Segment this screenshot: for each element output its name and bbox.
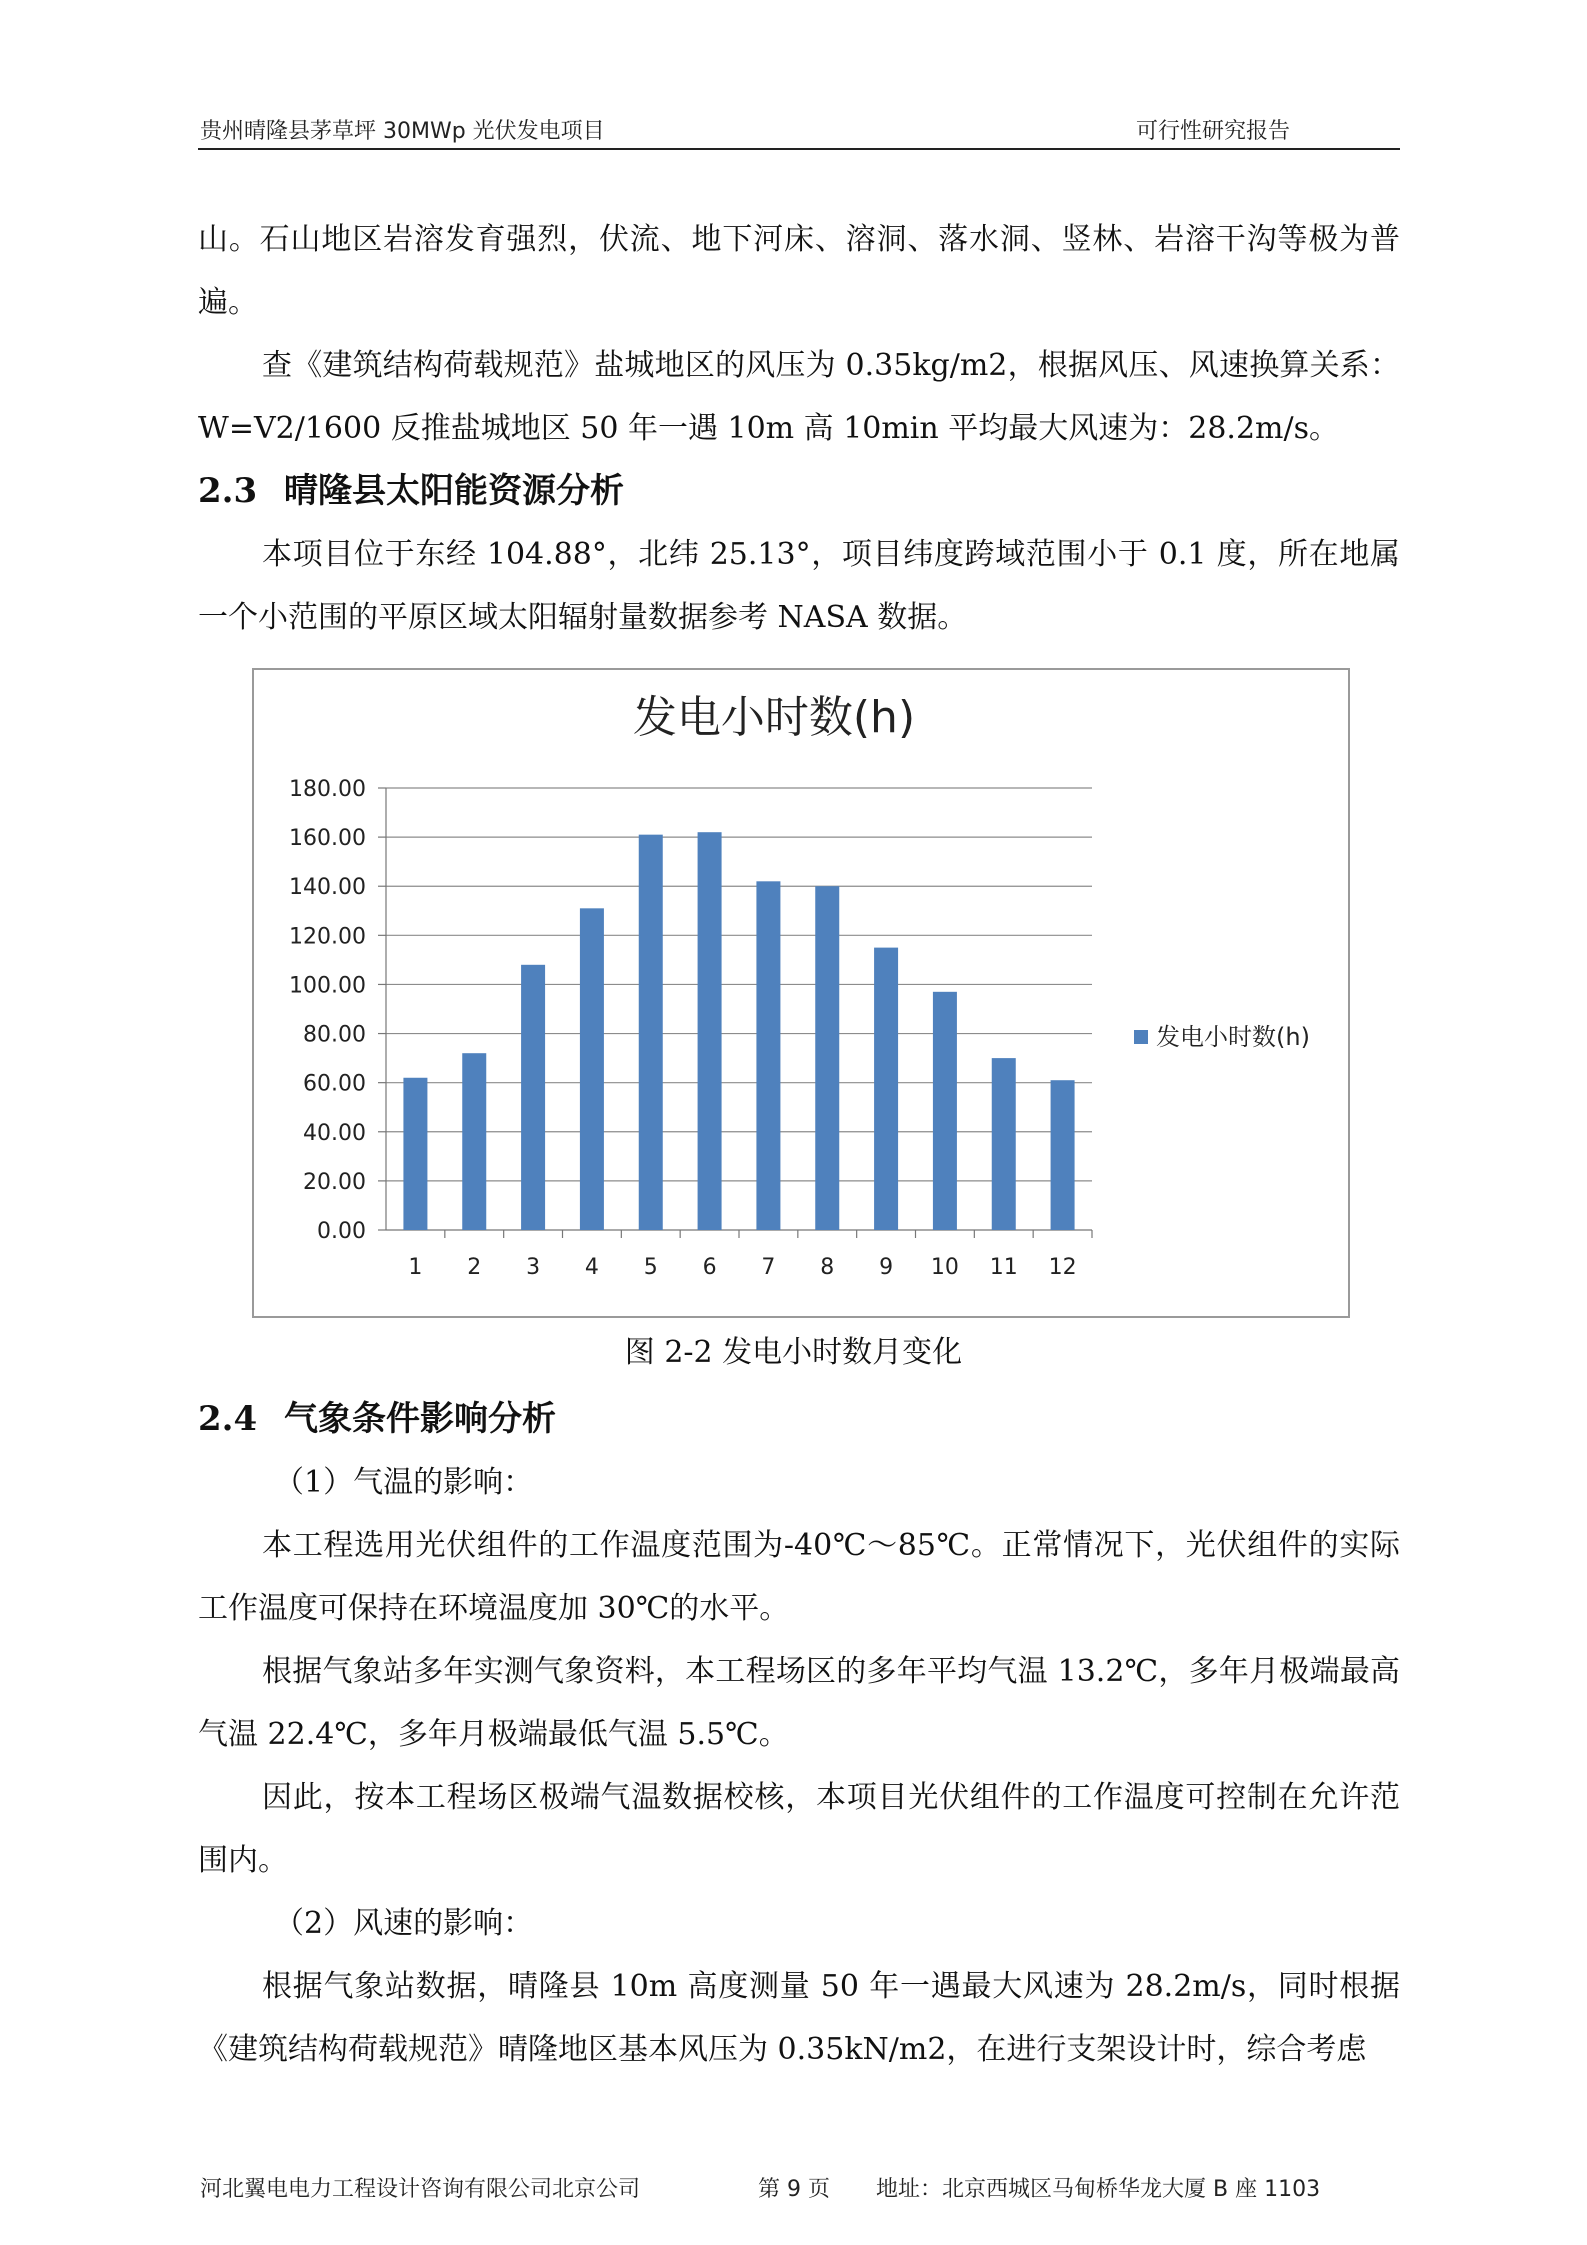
x-tick-label: 11 bbox=[989, 1255, 1018, 1280]
page-header bbox=[198, 108, 1400, 150]
chart-title: 发电小时数(h) bbox=[632, 692, 916, 743]
section-heading-2-3 bbox=[198, 460, 1400, 523]
chart-figure bbox=[252, 668, 1350, 1318]
paragraph-location: 本项目位于东经 104.88°，北纬 25.13°，项目纬度跨域范围小于 0.1 度，所在地属一个小范围的平原区域太阳辐射量数据参考 NASA 数据。 bbox=[198, 537, 1400, 635]
figure-caption: 图 2-2 发电小时数月变化 bbox=[624, 1335, 963, 1370]
y-tick-label: 40.00 bbox=[303, 1120, 366, 1146]
body-text-top bbox=[198, 208, 1400, 649]
x-tick-label: 12 bbox=[1048, 1255, 1077, 1280]
paragraph-karst: 山。石山地区岩溶发育强烈，伏流、地下河床、溶洞、落水洞、竖林、岩溶干沟等极为普遍。 bbox=[198, 222, 1400, 320]
y-tick-label: 120.00 bbox=[289, 924, 366, 950]
y-tick-label: 100.00 bbox=[289, 973, 366, 999]
x-tick-label: 7 bbox=[761, 1255, 776, 1280]
bar-month-3 bbox=[521, 965, 545, 1230]
x-tick-label: 8 bbox=[820, 1255, 835, 1280]
bar-chart bbox=[254, 670, 1348, 1316]
header-project-title: 贵州晴隆县茅草坪 30MWp 光伏发电项目 bbox=[200, 119, 605, 144]
x-tick-label: 3 bbox=[526, 1255, 541, 1280]
header-report-type: 可行性研究报告 bbox=[1135, 119, 1290, 144]
y-tick-label: 60.00 bbox=[303, 1071, 366, 1097]
section-number: 2.3 bbox=[198, 471, 258, 511]
y-tick-label: 180.00 bbox=[289, 777, 366, 802]
x-tick-label: 5 bbox=[643, 1255, 658, 1280]
bar-month-5 bbox=[639, 835, 663, 1230]
footer-address: 地址：北京西城区马甸桥华龙大厦 B 座 1103 bbox=[876, 2177, 1321, 2202]
y-tick-label: 0.00 bbox=[317, 1219, 366, 1244]
x-tick-label: 2 bbox=[467, 1255, 482, 1280]
section-title: 晴隆县太阳能资源分析 bbox=[284, 471, 624, 511]
x-tick-label: 9 bbox=[879, 1255, 894, 1280]
page-footer bbox=[198, 2172, 1400, 2212]
footer-company: 河北翼电电力工程设计咨询有限公司北京公司 bbox=[200, 2177, 641, 2202]
y-tick-label: 140.00 bbox=[289, 875, 366, 901]
subheading-temperature: （1）气温的影响： bbox=[274, 1465, 534, 1500]
bar-month-10 bbox=[933, 992, 957, 1230]
x-tick-label: 1 bbox=[408, 1255, 423, 1280]
bar-month-2 bbox=[462, 1053, 486, 1230]
paragraph-temp-data: 根据气象站多年实测气象资料，本工程场区的多年平均气温 13.2℃，多年月极端最高气温 22.4℃，多年月极端最低气温 5.5℃。 bbox=[198, 1654, 1400, 1752]
bar-month-8 bbox=[815, 886, 839, 1230]
y-tick-label: 80.00 bbox=[303, 1022, 366, 1048]
bar-month-9 bbox=[874, 948, 898, 1230]
x-tick-label: 10 bbox=[930, 1255, 959, 1280]
footer-page-number: 第 9 页 bbox=[758, 2177, 830, 2202]
section-number: 2.4 bbox=[198, 1399, 258, 1439]
section-title: 气象条件影响分析 bbox=[284, 1399, 556, 1439]
y-tick-label: 160.00 bbox=[289, 826, 366, 852]
paragraph-temp-conclusion: 因此，按本工程场区极端气温数据校核，本项目光伏组件的工作温度可控制在允许范围内。 bbox=[198, 1780, 1400, 1878]
y-tick-label: 20.00 bbox=[303, 1169, 366, 1195]
bar-month-6 bbox=[698, 832, 722, 1230]
section-heading-2-4 bbox=[198, 1388, 1400, 1451]
bar-month-11 bbox=[992, 1058, 1016, 1230]
body-text-bottom bbox=[198, 1388, 1400, 2081]
bar-month-7 bbox=[756, 881, 780, 1230]
paragraph-wind-speed: 根据气象站数据，晴隆县 10m 高度测量 50 年一遇最大风速为 28.2m/s，同时根据《建筑结构荷载规范》晴隆地区基本风压为 0.35kN/m2，在进行支架设计时，综合考虑 bbox=[198, 1969, 1400, 2067]
paragraph-temp-range: 本工程选用光伏组件的工作温度范围为-40℃～85℃。正常情况下，光伏组件的实际工作温度可保持在环境温度加 30℃的水平。 bbox=[198, 1528, 1400, 1626]
x-tick-label: 6 bbox=[702, 1255, 717, 1280]
legend-swatch bbox=[1134, 1030, 1148, 1044]
legend-label: 发电小时数(h) bbox=[1156, 1023, 1310, 1051]
x-tick-label: 4 bbox=[584, 1255, 599, 1280]
bar-month-12 bbox=[1051, 1080, 1075, 1230]
bar-month-4 bbox=[580, 908, 604, 1230]
subheading-wind: （2）风速的影响： bbox=[274, 1906, 534, 1941]
bar-month-1 bbox=[403, 1078, 427, 1230]
paragraph-wind-pressure: 查《建筑结构荷载规范》盐城地区的风压为 0.35kg/m2，根据风压、风速换算关系：W=V2/1600 反推盐城地区 50 年一遇 10m 高 10min 平均最大风速为：28.2m/s。 bbox=[198, 348, 1400, 446]
